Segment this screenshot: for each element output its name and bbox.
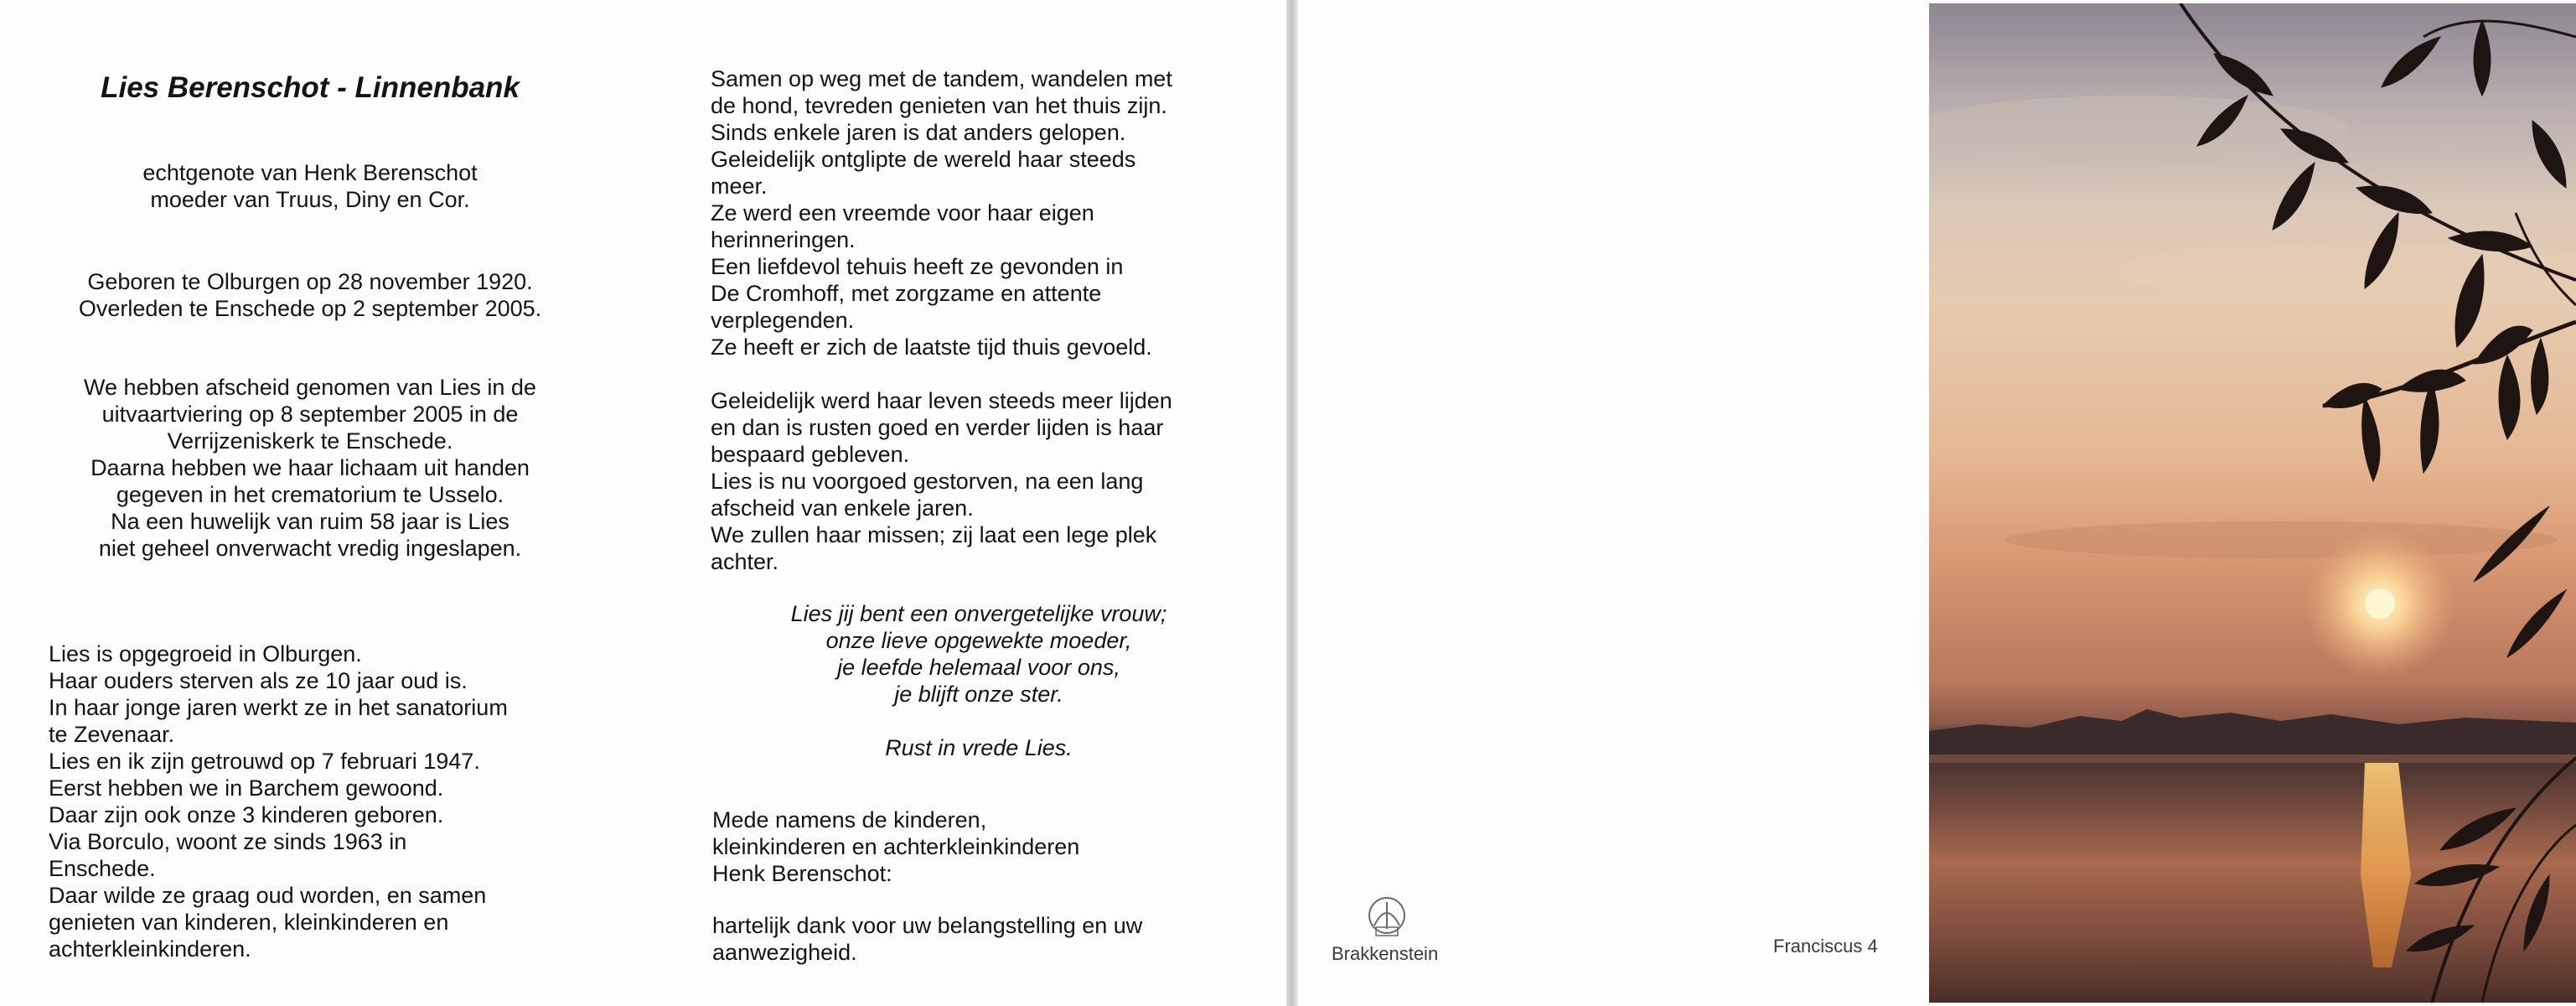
text-line: Ze werd een vreemde voor haar eigen xyxy=(711,200,1094,226)
horizon-treeline xyxy=(1929,709,2576,758)
death-line: Overleden te Enschede op 2 september 2005. xyxy=(78,296,542,321)
text-line: hartelijk dank voor uw belangstelling en uw xyxy=(712,913,1143,938)
text-line: gegeven in het crematorium te Usselo. xyxy=(116,482,504,507)
text-line: De Cromhoff, met zorgzame en attente xyxy=(711,281,1102,306)
text-line: In haar jonge jaren werkt ze in het sanatorium xyxy=(49,695,508,720)
text-line: Daar wilde ze graag oud worden, en samen xyxy=(49,883,487,908)
thanks-block xyxy=(712,912,1265,966)
text-line: niet geheel onverwacht vredig ingeslapen. xyxy=(98,536,522,561)
text-line: kleinkinderen en achterkleinkinderen xyxy=(712,834,1080,859)
farewell-paragraph xyxy=(34,374,587,562)
text-line: Via Borculo, woont ze sinds 1963 in xyxy=(49,829,407,854)
text-line: meer. xyxy=(711,174,768,199)
sunset-photo xyxy=(1929,3,2576,1003)
text-line: uitvaartviering op 8 september 2005 in de xyxy=(101,402,519,427)
memorial-poem xyxy=(711,600,1247,761)
signatory-line: Henk Berenschot: xyxy=(712,861,892,886)
sun-reflection xyxy=(2361,763,2411,967)
card-inner-left-sheet xyxy=(0,0,1286,1006)
relations-block xyxy=(34,159,587,213)
text-line: Geleidelijk werd haar leven steeds meer lijden xyxy=(711,388,1172,413)
text-line: bespaard gebleven. xyxy=(711,442,910,467)
text-line: Enschede. xyxy=(49,856,156,881)
poem-line: je blijft onze ster. xyxy=(894,682,1063,707)
text-line: verplegenden. xyxy=(711,308,855,333)
life-dates-block xyxy=(34,268,587,322)
publisher-logo-icon xyxy=(1366,895,1408,942)
text-line: Na een huwelijk van ruim 58 jaar is Lies xyxy=(111,509,510,534)
poem-line: je leefde helemaal voor ons, xyxy=(837,655,1120,680)
text-line: genieten van kinderen, kleinkinderen en xyxy=(49,910,449,935)
text-line: Eerst hebben we in Barchem gewoond. xyxy=(49,775,444,801)
text-line: herinneringen. xyxy=(711,227,856,252)
text-line: achter. xyxy=(711,549,779,574)
poem-line: Lies jij bent een onvergetelijke vrouw; xyxy=(790,601,1167,626)
text-line: Een liefdevol tehuis heeft ze gevonden in xyxy=(711,254,1124,279)
poem-line: onze lieve opgewekte moeder, xyxy=(825,628,1132,653)
text-line: Daar zijn ook onze 3 kinderen geboren. xyxy=(49,802,444,827)
shoreline xyxy=(1929,754,2576,763)
text-line: Mede namens de kinderen, xyxy=(712,807,987,832)
text-line: Daarna hebben we haar lichaam uit handen xyxy=(91,455,530,480)
text-line: Samen op weg met de tandem, wandelen met xyxy=(711,66,1172,91)
text-line: en dan is rusten goed en verder lijden is haar xyxy=(711,415,1164,440)
relation-line: echtgenote van Henk Berenschot xyxy=(142,160,478,185)
deceased-name-title: Lies Berenschot - Linnenbank xyxy=(101,71,520,104)
text-line: de hond, tevreden genieten van het thuis zijn. xyxy=(711,93,1167,118)
sun-icon xyxy=(2365,589,2395,619)
cloud-shape xyxy=(2004,521,2558,558)
text-line: Lies en ik zijn getrouwd op 7 februari 1947. xyxy=(49,749,480,774)
text-line: achterkleinkinderen. xyxy=(49,936,251,962)
text-line: Lies is nu voorgoed gestorven, na een lang xyxy=(711,469,1144,494)
text-line: We hebben afscheid genomen van Lies in de xyxy=(84,375,536,400)
text-line: We zullen haar missen; zij laat een lege plek xyxy=(711,522,1157,547)
birth-line: Geboren te Olburgen op 28 november 1920. xyxy=(87,269,533,294)
text-line: Verrijzeniskerk te Enschede. xyxy=(167,428,453,454)
poem-closing-line: Rust in vrede Lies. xyxy=(885,735,1073,760)
text-line: Geleidelijk ontglipte de wereld haar steeds xyxy=(711,147,1136,172)
card-series-code: Franciscus 4 xyxy=(1773,936,1878,957)
text-line: te Zevenaar. xyxy=(49,722,175,747)
text-line: afscheid van enkele jaren. xyxy=(711,495,974,521)
signoff-block xyxy=(712,806,1265,887)
life-story-continued-paragraph xyxy=(711,65,1264,360)
text-line: Ze heeft er zich de laatste tijd thuis gevoeld. xyxy=(711,334,1152,360)
publisher-name: Brakkenstein xyxy=(1332,943,1439,964)
text-line: aanwezigheid. xyxy=(712,940,857,965)
final-years-paragraph xyxy=(711,387,1264,575)
life-story-paragraph xyxy=(49,640,585,962)
text-line: Haar ouders sterven als ze 10 jaar oud is. xyxy=(49,668,468,693)
text-line: Sinds enkele jaren is dat anders gelopen. xyxy=(711,120,1126,145)
text-line: Lies is opgegroeid in Olburgen. xyxy=(49,641,362,666)
relation-line: moeder van Truus, Diny en Cor. xyxy=(150,187,470,212)
stanza-gap xyxy=(711,708,1247,734)
card-fold-divider xyxy=(1286,0,1298,1006)
